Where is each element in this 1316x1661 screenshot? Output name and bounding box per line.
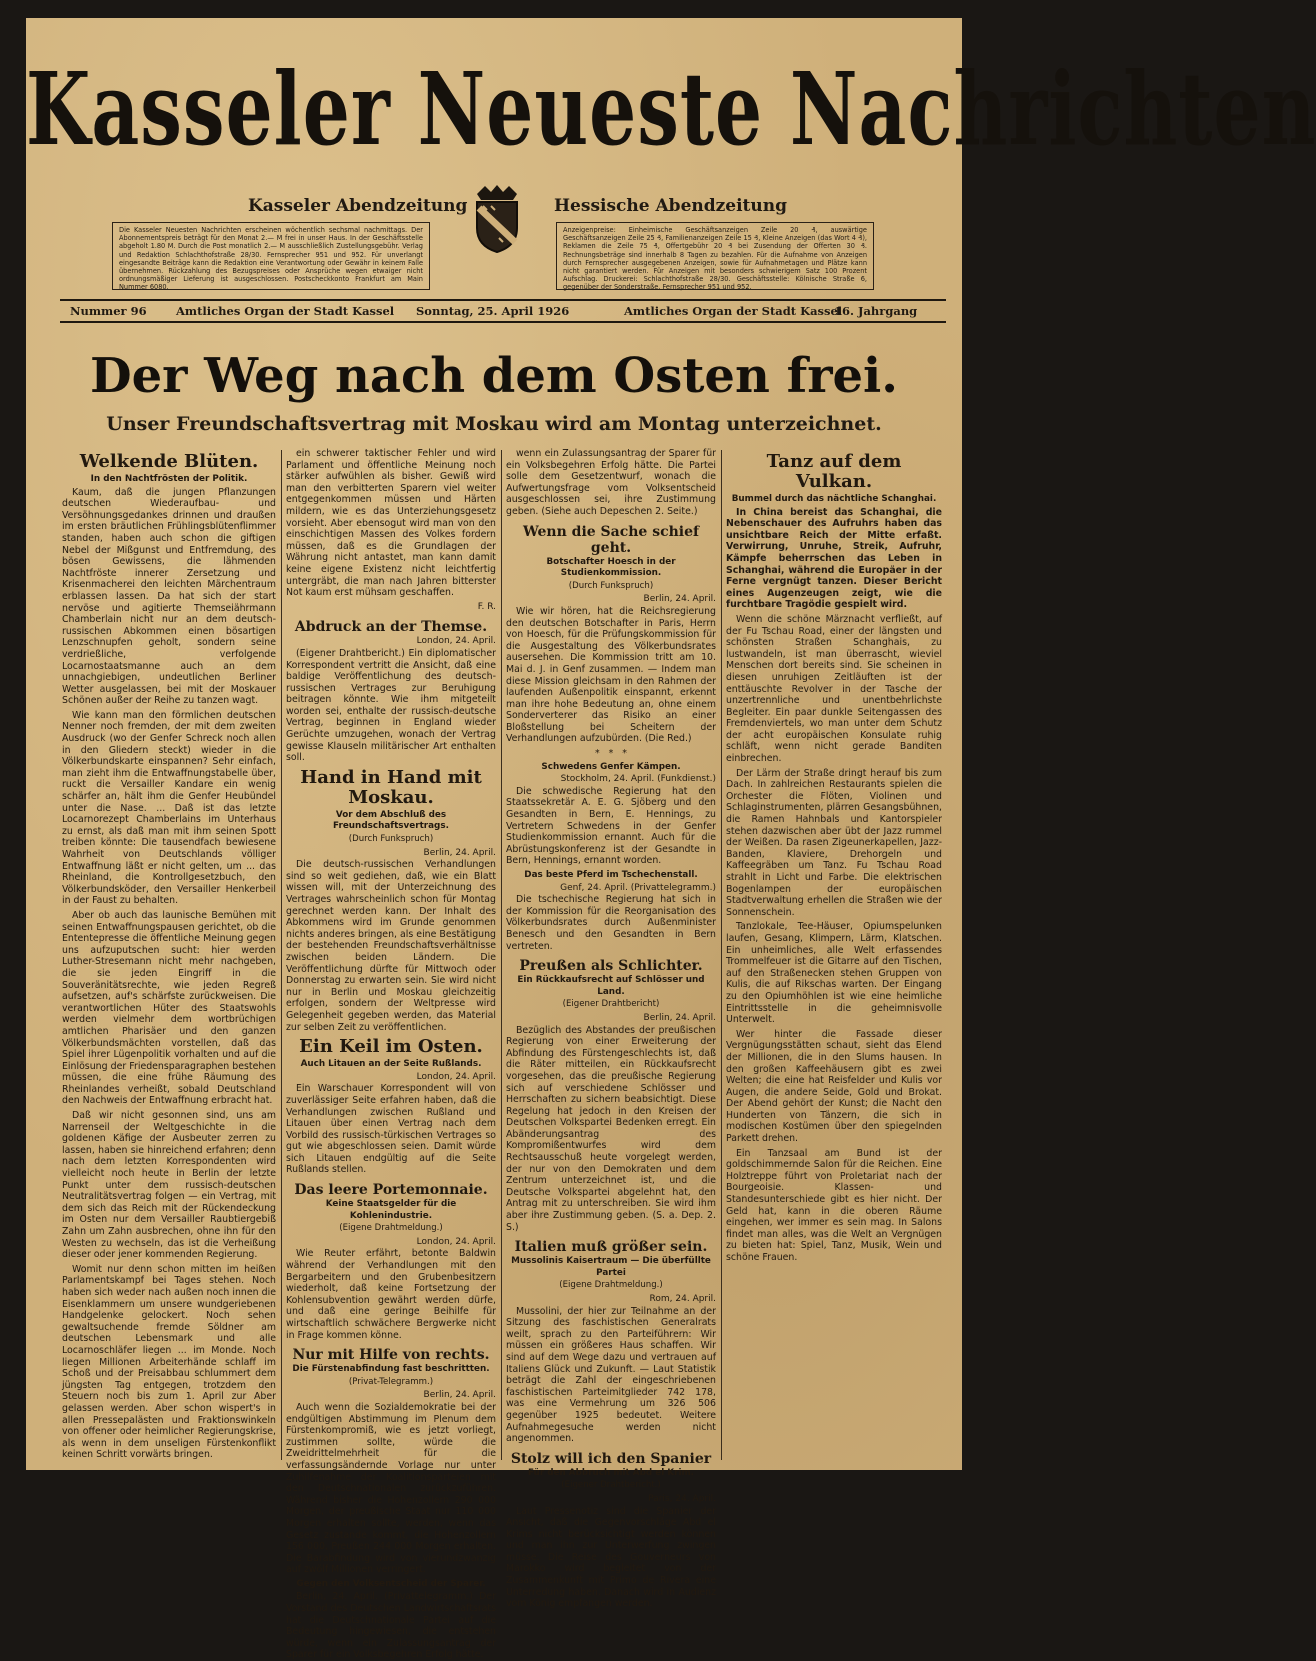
column-1 — [62, 448, 276, 1468]
column-3: wenn ein Zulassungsantrag der Sparer für ein Volksbegehren Erfolg hätte. Die Partei solle dem Gesetzentwurf, wonach die Aufwertungsfrage vom Volksentscheid ausgeschlossen sei, ihre Zustimmung geben. (Siehe auch Depeschen 2. Seite.) Wenn die Sache schief geht. Botschafter Hoesch in der Studienkommission. (Durch Funkspruch) Berlin, 24. April. Wie wir hören, hat die Reichsregierung den deutschen Botschafter in Paris, Herrn von Hoesch, für die Prüfungskommission für die Ausgestaltung des Völkerbundsrates ausersehen. Die Kommission tritt am 10. Mai d. J. in Genf zusammen. — Indem man diese Mission gleichsam in den Rahmen der laufenden Außenpolitik einspannt, erkennt man ihre hohe Bedeutung an, ohne einem Sonderverterer das Risiko an einer Bloßstellung bei Scheitern der Verhandlungen aufzubürden. (Die Red.) * * * Schwedens Genfer Kämpen. Stockholm, 24. April. (Funkdienst.) Die schwedische Regierung hat den Staatssekretär A. E. G. Sjöberg und den Gesandten in Bern, E. Hennings, zu Vertretern Schwedens in der Genfer Studienkommission ernannt. Auch für die Abrüstungskonferenz ist der Gesandte in Bern, Hennings, ernannt worden. Das beste Pferd im Tschechenstall. Genf, 24. April. (Privattelegramm.) Die tschechische Regierung hat sich in der Kommission für die Reorganisation des Völkerbundsrates durch Außenminister Benesch und den Gesandten in Bern vertreten. Preußen als Schlichter. Ein Rückkaufsrecht auf Schlösser und Land. (Eigener Drahtbericht) Berlin, 24. April. Bezüglich des Abstandes der preußischen Regierung von einer Erweiterung der Abfindung des Fürstengeschlechts ist, daß die Räter mitteilen, ein Rückkaufsrecht vorgesehen, das die preußische Regierung sich auf verschiedene Schlösser und Herrschaften zu sichern beabsichtigt. Diese Regelung hat jedoch in den Kreisen der Deutschen Volkspartei Bedenken erregt. Ein Abänderungsantrag des Kompromißentwurfes wird dem Rechtsausschuß heute vorgelegt werden, der nur von den Demokraten und dem Zentrum unterzeichnet ist, und die Deutsche Volkspartei abgelehnt hat, den Antrag mit zu unterschreiben. Sie wird ihm aber ihre Zustimmung geben. (S. a. Dep. 2. S.) Italien muß größer sein. Mussolinis Kaisertraum — Die überfüllte Partei (Eigene Drahtmeldung.) Rom, 24. April. Mussolini, der hier zur Teilnahme an der Sitzung des faschistischen Generalrats weilt, sprach zu den Parteiführern: Wir müssen ein größeres Haus schaffen. Wir sind auf dem Wege dazu und vertrauen auf Italiens Glück und Zukunft. — Laut Statistik beträgt die Zahl der eingeschriebenen faschistischen Parteimitglieder 742 178, was eine Vermehrung um 326 506 gegenüber 1925 bedeutet. Weitere Aufnahmegesuche werden nicht angenommen. Stolz will ich den Spanier Für den Abbruch mit Abd el Krim. (Eigener Drahtbericht.) Paris, 24. April. Laut Pressenotiz sind die Spanier der Ansicht, daß die Gegenvorschläge Abd el Krims nicht berücksichtigt werden können und man ihn zur Unterwerfung zwingen müsse. Die Reise des Gouverneurs von Marokko wird begleitet von der Zusammenkunft mit Primo de Rivera eine Unterredung haben. Danach wird in Audienz vom König empfangen werden. — [506, 448, 716, 1610]
article-paragraph: Wie kann man den förmlichen deutschen Nenner noch fremden, der mit dem zweiten Ausdruck (wo der Genfer Schreck noch allen in den Gliedern steckt) wieder in die Völkerbundskarte einspannen? Sehr einfach, man zieht ihm die Entwaffnungstabelle über, ruckt die Versailler Kandare ein wenig schärfer an, hält ihm die Genfer Heubündel unter die Nase. ... Daß ist das letzte Locarnorezept Chamberlains im Unterhaus zu ernst, als daß man mit ihm seinen Spott treiben könnte: Die tausendfach bewiesene Wahrheit von Deutschlands völliger Entwaffnung läßt er nicht gelten, um ... das Rheinland, die Kontrollgesetzbuch, den Völkerbundsköder, den Versailler Henkerbeil in der Faust zu behalten. — [62, 709, 276, 907]
article-paragraph: Wenn die schöne Märznacht verfließt, auf der Fu Tschau Road, einer der längsten und schönsten Straßen Schanghais, zu lustwandeln, ist man überrascht, wieviel Menschen dort bereits sind. Sie scheinen in diesen unruhigen Zeitläuften ist der enttäuschte Revolver in der Tasche der unzertrennliche und unentbehrlichste Begleiter. Ein paar dunkle Seitengassen des Fremdenviertels, wo man unter dem Schutz der acht europäischen Konsulate ruhig schläft, wenn nicht gerade Banditen einbrechen. — [726, 613, 942, 765]
article-kicker: Botschafter Hoesch in der Studienkommission. — [546, 556, 676, 579]
column-4 — [726, 448, 942, 1468]
article-paragraph: Womit nur denn schon mitten im heißen Parlamentskampf bei Tages stehen. Noch haben sich weder nach außen noch innen die Eisenklammern um unsere wundgeriebenen Handgelenke gelockert. Noch sehen gewaltsuchende fremde Söldner am deutschen Lebensmark und alle Locarnoschläfer liegen ... im Monde. Noch liegen Millionen Arbeiterhände schlaff im Schoß und der Preisabbau schlummert dem jüngsten Tag entgegen, trotzdem den Steuern noch bis zum 1. April zur Aber gelassen werden. Aber schon wispert's in allen Pressepalästen und Fraktionswinkeln von offener oder heimlicher Regierungskrise, als wenn in dem unseligen Fürstenkonflikt keinen Schritt vorwärts bringen. — [62, 1263, 276, 1461]
advertising-notice: Anzeigenpreise: Einheimische Geschäftsanzeigen Zeile 20 ₰, auswärtige Geschäftsanzeigen Zeile 25 ₰, Familienanzeigen Zeile 15 ₰, Kleine Anzeigen (das Wort 4 ₰), Reklamen die Zeile 75 ₰, Offertgebühr 20 ₰ bei Zusendung der Offerten 30 ₰. Rechnungsbeträge sind innerhalb 8 Tagen zu bezahlen. Für die Aufnahme von Anzeigen durch Fernsprecher ausgegebenen Anzeigen, sowie für Aufnahmetagen und Plätze kann nicht garantiert werden. Für Anzeigen mit besonders schwierigem Satz 100 Prozent Aufschlag. Druckerei: Schlachthofstraße 28/30. Geschäftsstelle: Kölnische Straße 6, gegenüber der Sonderstraße. Fernsprecher 951 und 952. — [556, 222, 874, 290]
article-title: Preußen als Schlichter. — [519, 958, 703, 975]
article-source: (Eigener Drahtbericht) — [562, 999, 660, 1010]
article-title: Das leere Portemonnaie. — [294, 1182, 488, 1199]
article-dateline: Genf, 24. April. (Privattelegramm.) — [560, 882, 716, 893]
article-signature: F. R. — [477, 601, 496, 612]
article-paragraph: Daß wir nicht gesonnen sind, uns am Narrenseil der Weltgeschichte in die goldenen Käfige der Ausbeuter zerren zu lassen, haben sie hinreichend erfahren; denn nach dem letzten Korrespondenten wird vielleicht noch heute in Berlin der letzte Punkt unter dem russisch-deutschen Neutralitätsvertrag folgen — ein Vertrag, mit dem sich das Reich mit der Rückendeckung im Osten nur dem Versailler Raubtiergebiß Zahn um Zahn ausbrechen, ohne ihn für den Westen zu wechseln, das ist die Verheißung dieser oder jener kommenden Regierung. — [62, 1110, 276, 1261]
article-kicker: In den Nachtfrösten der Politik. — [90, 474, 248, 484]
column-divider — [501, 450, 502, 1460]
column-divider — [281, 450, 282, 1460]
column-divider — [721, 450, 722, 1460]
article-source: (Eigener Drahtbericht.) — [561, 1480, 661, 1491]
masthead-title: Kasseler Neueste Nachrichten — [26, 52, 1316, 169]
article-kicker: Für den Abbruch mit Abd el Krim. — [527, 1467, 694, 1478]
top-rule — [60, 299, 946, 301]
article-intro: In China bereist das Schanghai, die Nebenschauer des Aufruhrs haben das unsichtbare Reich der Mitte erfaßt. Verwirrung, Unruhe, Streik, Aufruhr, Kämpfe beherrschen das Leben in Schanghai, während die Europäer in der Ferne vergnügt tanzen. Dieser Bericht eines Augenzeugen zeigt, wie die furchtbare Tragödie gespielt wird. — [726, 506, 942, 611]
article-dateline: London, 24. April. — [416, 636, 496, 647]
official-organ-right: Amtliches Organ der Stadt Kassel — [624, 304, 843, 318]
article-paragraph: Aber ob auch das launische Bemühen mit seinen Entwaffnungspausen gerichtet, ob die Ententepresse die öffentliche Meinung gegen uns aufzuputschen sucht: hier werden Luther-Stresemann nicht mehr nachgeben, die sie jeden Eingriff in die Souveränitätsrechte, wie jeden Regreß aufsetzen, auf's schärfste zurückweisen. Die verantwortlichen Hüter des Staatswohls werden vielmehr dem wortbrüchigen amtlichen Pharisäer und den ganzen Völkerbundsmächten vorstellen, daß das Spiel ihrer Lügenpolitik vorhalten und auf die Einlösung der Friedensparagraphen bestehen müssen, die eine frühe Räumung des Rheinlandes verheißt, sobald Deutschland den Nachweis der Entwaffnung erbracht hat. — [62, 909, 276, 1107]
article-source: (Privat-Telegramm.) — [348, 1376, 434, 1387]
bottom-rule — [60, 321, 946, 323]
official-organ-left: Amtliches Organ der Stadt Kassel — [176, 304, 395, 318]
article-title: Italien muß größer sein. — [514, 1239, 708, 1256]
article-dateline: Paris, 24. April. — [648, 1493, 716, 1504]
article-paragraph: Die schwedische Regierung hat den Staatssekretär A. E. G. Sjöberg und den Gesandten in Bern, E. Hennings, zu Vertretern Schwedens in der Genfer Studienkommission ernannt. Auch für die Abrüstungskonferenz ist der Gesandte in Bern, Hennings, ernannt worden. — [506, 785, 716, 867]
issue-number: Nummer 96 — [70, 304, 147, 318]
right-subtitle: Hessische Abendzeitung — [554, 196, 788, 216]
article-paragraph: wenn ein Zulassungsantrag der Sparer für ein Volksbegehren Erfolg hätte. Die Partei solle dem Gesetzentwurf, wonach die Aufwertungsfrage vom Volksentscheid ausgeschlossen sei, ihre Zustimmung geben. (Siehe auch Depeschen 2. Seite.) — [506, 448, 716, 517]
subscription-notice: Die Kasseler Neuesten Nachrichten erscheinen wöchentlich sechsmal nachmittags. Der Abonnementspreis beträgt für den Monat 2.— M frei in unser Haus. In der Geschäftsstelle abgeholt 1.80 M. Durch die Post monatlich 2.— M ausschließlich Zustellungsgebühr. Verlag und Redaktion Schlachthofstraße 28/30. Fernsprecher 951 und 952. Für unverlangt eingesandte Beiträge kann die Redaktion eine Verantwortung oder Gewähr in keinem Falle übernehmen. Rückzahlung des Bezugspreises oder Ansprüche wegen etwaiger nicht ordnungsmäßiger Lieferung ist ausgeschlossen. Postscheckkonto Frankfurt am Main Nummer 6080. — [112, 222, 430, 290]
article-kicker: Ein Rückkaufsrecht auf Schlösser und Land. — [517, 975, 705, 997]
article-paragraph: ein schwerer taktischer Fehler und wird Parlament und öffentliche Meinung noch stärker aufwühlen als bisher. Gewiß wird man den verbitterten Sparern viel weiter entgegenkommen müssen und Härten mildern, wie es das Unterziehungsgesetz vorsieht. Aber ebensogut wird man von den einschichtigen Massen des Volkes fordern müssen, daß es die Grundlagen der Währung nicht antastet, man kann damit keine eigene Existenz nicht leichtfertig untergräbt, die man nach Jahren bitterster Not kaum erst mühsam geschaffen. — [286, 448, 496, 599]
volume: 16. Jahrgang — [834, 304, 918, 318]
article-title: Das beste Pferd im Tschechenstall. — [524, 870, 698, 880]
article-title: Stolz will ich den Spanier — [510, 1450, 712, 1467]
article-kicker: Die Fürstenabfindung fast beschrittten. — [292, 1364, 490, 1375]
newspaper-page — [26, 18, 1316, 1661]
article-kicker: Mussolinis Kaisertraum — Die überfüllte Partei — [511, 1256, 711, 1278]
article-dateline: Berlin, 24. April. — [643, 594, 716, 605]
article-title: Abdruck an der Themse. — [294, 619, 488, 636]
article-kicker: Bummel durch das nächtliche Schanghai. — [731, 494, 937, 504]
article-dateline: Rom, 24. April. — [649, 1294, 716, 1304]
left-subtitle: Kasseler Abendzeitung — [248, 196, 468, 216]
article-kicker: Auch Litauen an der Seite Rußlands. — [300, 1059, 482, 1070]
issue-date: Sonntag, 25. April 1926 — [416, 304, 570, 318]
article-dateline: Stockholm, 24. April. (Funkdienst.) — [560, 774, 716, 785]
article-kicker: Vor dem Abschluß des Freundschaftsvertrags. — [333, 809, 449, 832]
article-paragraph: Mussolini, der hier zur Teilnahme an der Sitzung des faschistischen Generalrats weilt, sprach zu den Parteiführern: Wir müssen ein größeres Haus schaffen. Wir sind auf dem Wege dazu und vertrauen auf Italiens Glück und Zukunft. — Laut Statistik beträgt die Zahl der eingeschriebenen faschistischen Parteimitglieder 742 178, was eine Vermehrung um 326 506 gegenüber 1925 bedeutet. Weitere Aufnahmegesuche werden nicht angenommen. — [506, 1305, 716, 1445]
coat-of-arms-icon — [469, 184, 525, 254]
article-source: (Eigene Drahtmeldung.) — [339, 1223, 443, 1234]
article-paragraph: Kaum, daß die jungen Pflanzungen deutschen Wiederaufbau- und Versöhnungsgedankes drinnen und draußen im ersten bräutlichen Frühlingsblütenflimmer standen, haben auch schon die giftigen Nebel der Mißgunst und Entfremdung, des bösen Gewissens, die lähmenden Nachtfröste innerer Zersetzung und Krisenmacherei den leichten Märchentraum erblassen lassen. Da hat sich der start nervöse und agitierte Themseiährmann Chamberlain nicht nur an dem deutsch-russischen Abkommen einen bösartigen Lenzschnupfen geholt, sondern seine verdrießliche, verfolgende Locarnostaatsmanne auch an dem unnachgiebigen, undeutlichen Berliner Wetter ausgelassen, bei mit der Moskauer Schönen außer der Reihe zu tanzen wagt. — [62, 486, 276, 707]
article-paragraph: Ein Warschauer Korrespondent will von zuverlässiger Seite erfahren haben, daß die Verhandlungen zwischen Rußland und Litauen über einen Vertrag nach dem Vorbild des russisch-türkischen Vertrages so gut wie abgeschlossen seien. Damit würde sich Litauen endgültig auf die Seite Rußlands stellen. — [286, 1083, 496, 1176]
article-paragraph: Wie wir hören, hat die Reichsregierung den deutschen Botschafter in Paris, Herrn von Hoesch, für die Prüfungskommission für die Ausgestaltung des Völkerbundsrates ausersehen. Die Kommission tritt am 10. Mai d. J. in Genf zusammen. — Indem man diese Mission gleichsam in den Rahmen der laufenden Außenpolitik einspannt, erkennt man ihre hohe Bedeutung an, ohne einem Sonderverterer das Risiko an einer Bloßstellung bei Scheitern der Verhandlungen aufzubürden. (Die Red.) — [506, 605, 716, 745]
article-title: Hand in Hand mit Moskau. — [300, 766, 482, 808]
article-dateline: Berlin, 24. April. — [423, 847, 496, 858]
article-paragraph: Ein Tanzsaal am Bund ist der goldschimmernde Salon für die Reichen. Eine Holztreppe führt von Proletariat nach der Bourgeoisie. Klassen- und Standesunterschiede gibt es hier nicht. Der Geld hat, kann in die oberen Räume eingehen, wer immer es sein mag. In Salons findet man alles, was die Welt an Vergnügen zu bieten hat: Spiel, Tanz, Musik, Wein und schöne Frauen. — [726, 1147, 942, 1263]
article-paragraph: Die tschechische Regierung hat sich in der Kommission für die Reorganisation des Völkerbundsrates durch Außenminister Benesch und den Gesandten in Bern vertreten. — [506, 894, 716, 952]
article-paragraph: Die deutsch-russischen Verhandlungen sind so weit gediehen, daß, wie ein Blatt wissen will, mit der Unterzeichnung des Vertrages wahrscheinlich schon für Montag gerechnet werden kann. Der Inhalt des Abkommens wird im Grunde genommen nichts anderes bringen, als eine Bestätigung der bestehenden Freundschaftsverhältnisse zwischen beiden Ländern. Die Veröffentlichung dürfte für Mittwoch oder Donnerstag zu erwarten sein. Sie wird nicht nur in Berlin und Moskau gleichzeitig erfolgen, sondern der Weltpresse wird Gelegenheit gegeben werden, das Material zur selben Zeit zu veröffentlichen. — [286, 859, 496, 1033]
article-dateline: Berlin, 24. April. — [643, 1012, 716, 1023]
article-source: (Durch Funkspruch) — [348, 834, 434, 845]
article-dateline: London, 24. April. — [416, 1071, 496, 1082]
article-title: Wenn die Sache schief geht. — [522, 523, 700, 556]
sub-headline: Unser Freundschaftsvertrag mit Moskau wird am Montag unterzeichnet. — [106, 413, 882, 435]
article-source: (Eigene Drahtmeldung.) — [559, 1280, 663, 1291]
article-title: Schwedens Genfer Kämpen. — [541, 761, 681, 772]
article-kicker: Keine Staatsgelder für die Kohlenindustrie. — [325, 1199, 457, 1221]
article-paragraph: Auch wenn die Sozialdemokratie bei der endgültigen Abstimmung im Plenum dem Fürstenkompromiß, wie es jetzt vorliegt, zustimmen sollte, würde die Zweidrittelmehrheit für die verfassungsändernde Vorlage nur unter Zuhilfenahme der Koalitionsparteien mit den Deutschnationalen zurückzuführen. Während bisher die Hohenzollern 290 000 Morgen, der preußische Staat nur 110 000 Morgen erhalten sollte, werden, wenn das Gesetz zustande kommt, die Hohenzollern 156 000, Preußen 244 000 Morgen erhalten. Die Barabfindung wird von vierundzwanzig auf zwölf Millionen verringert. — [286, 1401, 496, 1576]
main-headline: Der Weg nach dem Osten frei. — [90, 348, 898, 404]
article-title: Welkende Blüten. — [79, 451, 259, 472]
article-title: Ein Keil im Osten. — [299, 1036, 483, 1058]
article-paragraph: Der Lärm der Straße dringt herauf bis zum Dach. In zahlreichen Restaurants spielen die Orchester die Flöten, Violinen und Schlaginstrumenten, plärren Gesangsbühnen, die Ramen Hahnbals und Kantorspieler stehen dazwischen aber übt der Jazz rummel der Weißen. Da rasen Zigeunerkapellen, Jazz-Banden, Klaviere, Drehorgeln und Kaffeegräben um Tanz. Fu Tschau Road strahlt in Licht und Farbe. Die elektrischen Bogenlampen der europäischen Stadtverwaltung erhellen die Straßen wie der Sonnenschein. — [726, 767, 942, 918]
article-title: Nur mit Hilfe von rechts. — [292, 1347, 490, 1364]
article-dateline: London, 24. April. — [416, 1236, 496, 1247]
article-title: Gegen den Volksentscheid der Sparer. — [296, 1578, 486, 1589]
article-title: Tanz auf dem Vulkan. — [766, 451, 902, 492]
article-paragraph: (Eigener Drahtbericht.) Ein diplomatischer Korrespondent vertritt die Ansicht, daß eine baldige Veröffentlichung des deutsch-russischen Vertrages zur Beruhigung beitragen könnte. Wie ihm mitgeteilt worden sei, enthalte der russisch-deutsche Vertrag, beginnen in England wieder Gerüchte umzugehen, wonach der Vertrag gewisse Klauseln militärischer Art enthalten soll. — [286, 647, 496, 764]
article-dateline: Berlin, 24. April. — [423, 1390, 496, 1401]
article-paragraph: Bezüglich des Abstandes der preußischen Regierung von einer Erweiterung der Abfindung des Fürstengeschlechts ist, daß die Räter mitteilen, ein Rückkaufsrecht vorgesehen, das die preußische Regierung sich auf verschiedene Schlösser und Herrschaften zu sichern beabsichtigt. Diese Regelung hat jedoch in den Kreisen der Deutschen Volkspartei Bedenken erregt. Ein Abänderungsantrag des Kompromißentwurfes wird dem Rechtsausschuß heute vorgelegt werden, der nur von den Demokraten und dem Zentrum unterzeichnet ist, und die Deutsche Volkspartei abgelehnt hat, den Antrag mit zu unterschreiben. Sie wird ihm aber ihre Zustimmung geben. (S. a. Dep. 2. S.) — [506, 1024, 716, 1233]
article-paragraph: Berlin, 24. April. (Privattelegramm.) Der Vorstand des Deutschen Landwirtschaftsrats hat die Deutschnationale Partei auf die Bedeutung hingewiesen, die entstehen würde, wenn ein Zulassungsantrag der Sparer für ein Volksbegehren Erfolg hätte. — [286, 1591, 496, 1661]
article-paragraph: Wer hinter die Fassade dieser Vergnügungsstätten schaut, sieht das Elend der Millionen, die in den Slums hausen. In den großen Kaffeehäusern gibt es zwei Welten; die eine hat Reisfelder und Kulis vor Augen, die andere Seide, Gold und Brokat. Der Abend gehört der Kunst; die Nacht den Hunderten von Tänzern, die sich in modischen Kostümen über den spiegelnden Parkett drehen. — [726, 1028, 942, 1145]
article-paragraph: Wie Reuter erfährt, betonte Baldwin während der Verhandlungen mit den Bergarbeitern und den Grubenbesitzern wiederholt, daß keine Fortsetzung der Kohlensubvention gewährt werden dürfe, und daß eine geringe Beihilfe für wirtschaftlich schwächere Bergwerke nicht in Frage kommen könne. — [286, 1248, 496, 1341]
article-paragraph: Laut Pressenotiz sind die Spanier der Ansicht, daß die Gegenvorschläge Abd el Krims nicht berücksichtigt werden können und man ihn zur Unterwerfung zwingen müsse. Die Reise des Gouverneurs von Marokko wird begleitet von der Zusammenkunft mit Primo de Rivera eine Unterredung haben. Danach wird in Audienz vom König empfangen werden. — [506, 1505, 716, 1610]
article-paragraph: Tanzlokale, Tee-Häuser, Opiumspelunken laufen, Gesang, Klimpern, Lärm, Klatschen. Ein unheimliches, alle Welt erfassendes Trommelfeuer ist die Gitarre auf den Tischen, auf den Straßenecken stehen Gruppen von Kulis, die auf Rikschas warten. Der Eingang zu den Opiumhöhlen ist wie eine heimliche Eintrittsstelle in die geheimnisvolle Unterwelt. — [726, 921, 942, 1026]
column-2 — [286, 448, 496, 1661]
article-source: (Durch Funkspruch) — [568, 580, 654, 591]
